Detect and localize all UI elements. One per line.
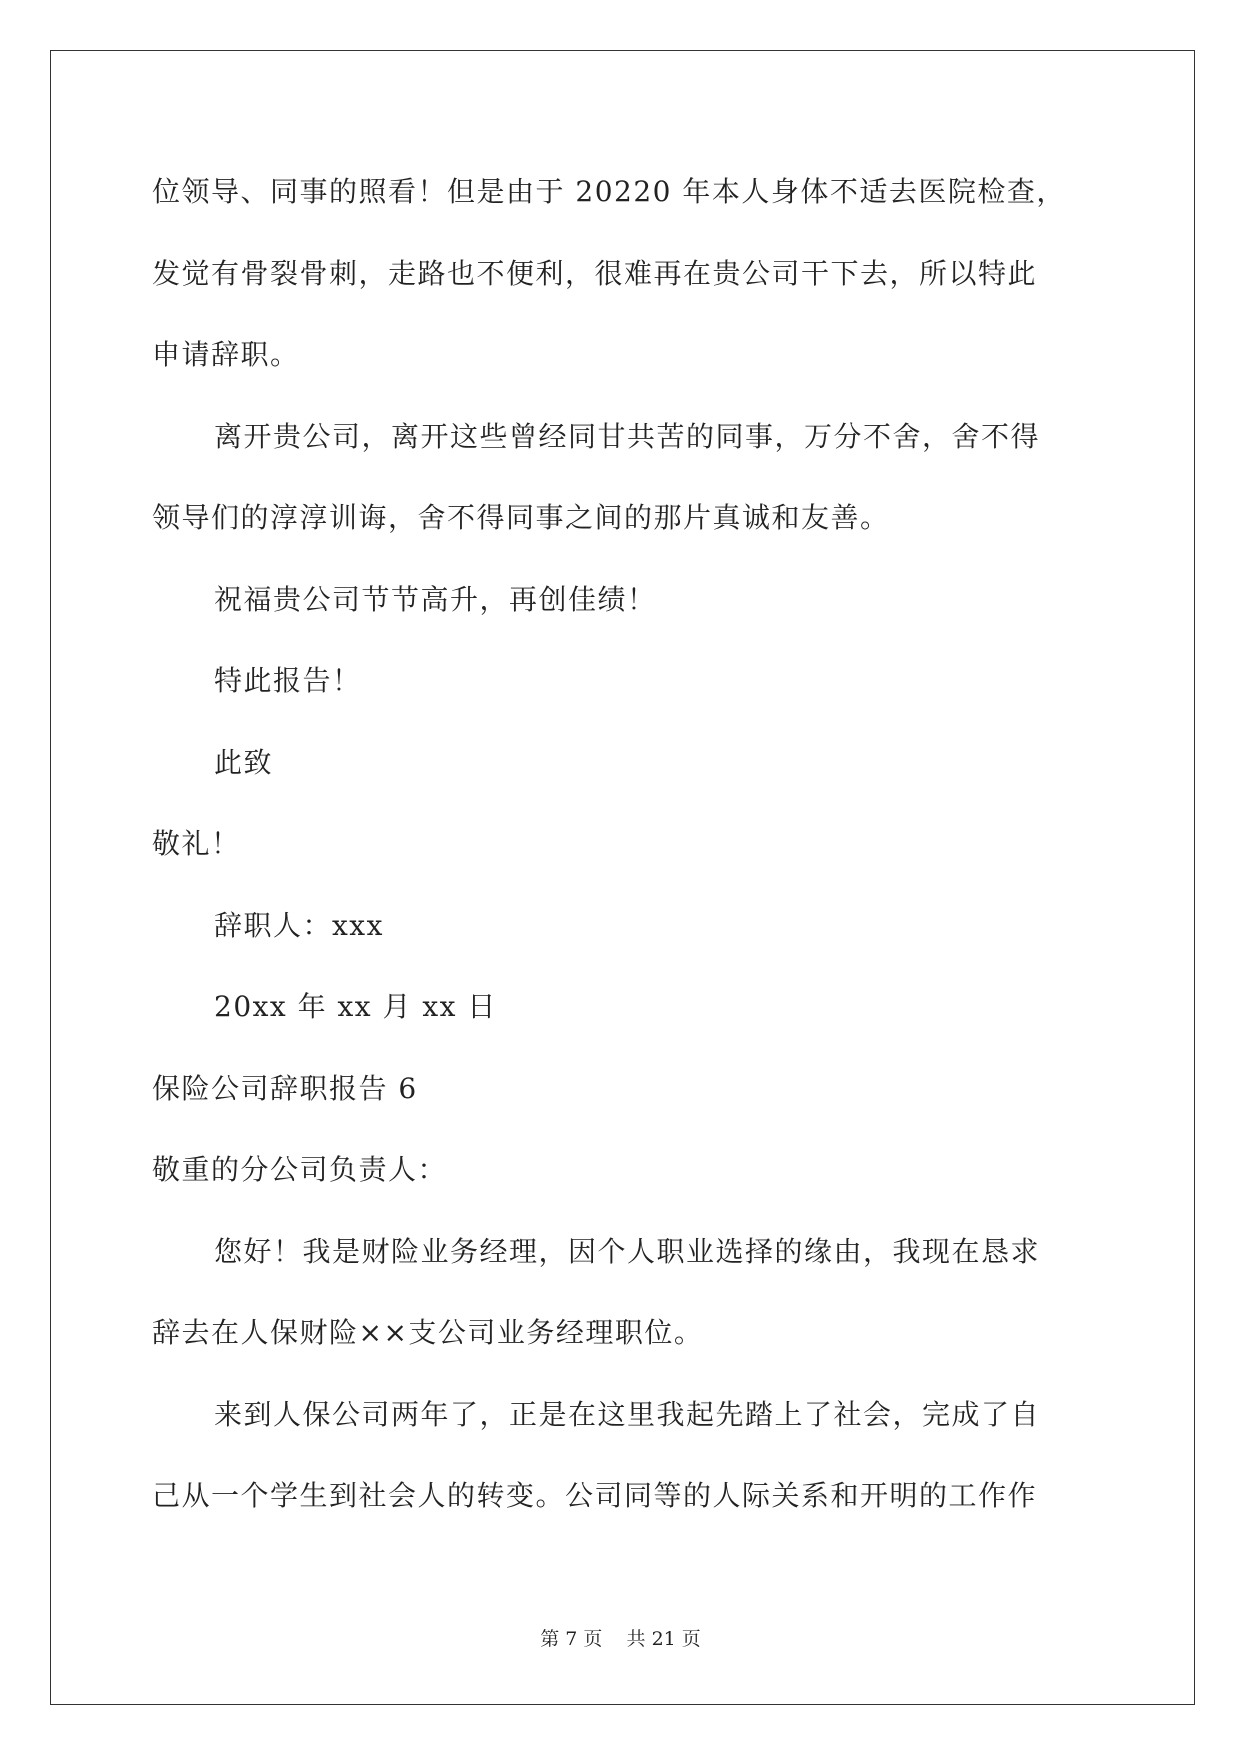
text-line: 领导们的淳淳训诲，舍不得同事之间的那片真诚和友善。 [152,501,890,534]
text-line: 位领导、同事的照看！但是由于 20220 年本人身体不适去医院检查， [152,175,1066,208]
date-line: 20xx 年 xx 月 xx 日 [214,990,497,1023]
text-line: 祝福贵公司节节高升，再创佳绩！ [214,582,657,616]
page-total: 共 21 页 [626,1628,701,1650]
page-footer [0,1624,1241,1651]
text-line: 辞去在人保财险××支公司业务经理职位。 [152,1316,704,1349]
text-line: 您好！我是财险业务经理，因个人职业选择的缘由，我现在恳求 [214,1234,1041,1268]
text-line: 来到人保公司两年了，正是在这里我起先踏上了社会，完成了自 [214,1397,1041,1431]
salutation-line: 敬礼！ [152,827,241,860]
document-body [152,151,1102,1537]
section-title: 保险公司辞职报告 6 [152,1071,418,1105]
signature-line: 辞职人：xxx [214,908,384,942]
salutation-line: 此致 [214,745,274,779]
text-line: 特此报告！ [214,664,362,697]
text-line: 发觉有骨裂骨刺，走路也不便利，很难再在贵公司干下去，所以特此 [152,256,1038,290]
text-line: 离开贵公司，离开这些曾经同甘共苦的同事，万分不舍，舍不得 [214,419,1041,453]
greeting-line: 敬重的分公司负责人： [152,1153,448,1186]
page-number: 第 7 页 [540,1628,603,1650]
text-line: 己从一个学生到社会人的转变。公司同等的人际关系和开明的工作作 [152,1479,1038,1512]
text-line: 申请辞职。 [152,338,300,371]
